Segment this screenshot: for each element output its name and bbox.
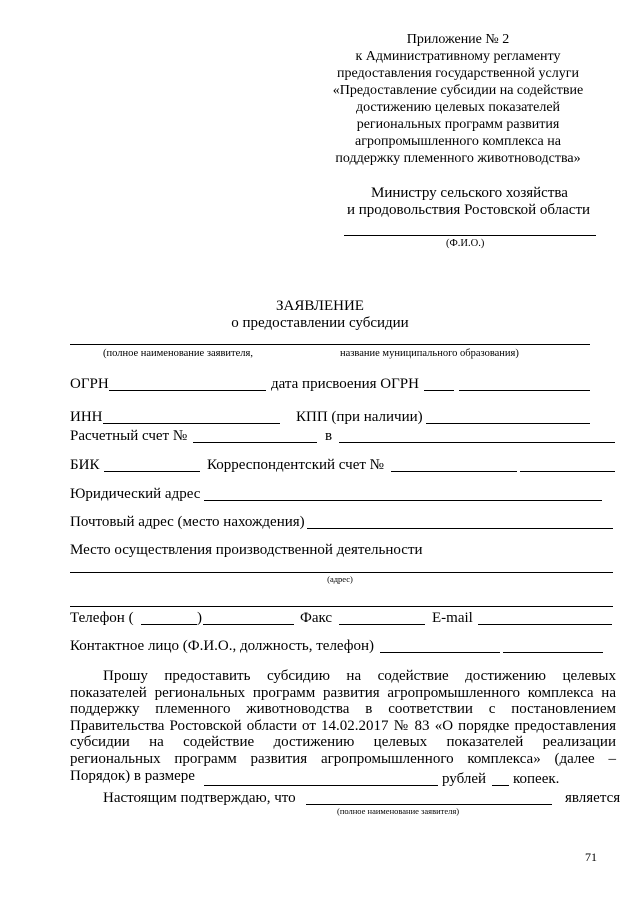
amount-field[interactable]: [204, 785, 438, 786]
appendix-line: «Предоставление субсидии на содействие: [332, 83, 584, 98]
phone-code-field[interactable]: [141, 624, 197, 625]
postal-address-label: Почтовый адрес (место нахождения): [70, 514, 305, 530]
request-paragraph: [70, 668, 616, 784]
account-field[interactable]: [193, 442, 317, 443]
appendix-line: Приложение № 2: [406, 32, 510, 47]
applicant-caption-left: (полное наименование заявителя,: [103, 348, 253, 359]
ogrn-date-label: дата присвоения ОГРН: [271, 376, 419, 392]
ogrn-field[interactable]: [109, 390, 266, 391]
legal-address-field[interactable]: [204, 500, 602, 501]
confirm-prefix: Настоящим подтверждаю, что: [103, 790, 296, 806]
recipient-line: Министру сельского хозяйства: [371, 185, 568, 201]
corr-account-field-extra[interactable]: [520, 471, 615, 472]
contact-label: Контактное лицо (Ф.И.О., должность, телефон): [70, 638, 375, 654]
kpp-label: КПП (при наличии): [296, 409, 423, 425]
inn-field[interactable]: [103, 423, 280, 424]
recipient-line: и продовольствия Ростовской области: [347, 202, 591, 218]
document-subtitle: о предоставлении субсидии: [231, 315, 409, 331]
bank-field[interactable]: [339, 442, 615, 443]
request-text: Прошу предоставить субсидию на содействие достижению целевых показателей региональных программ развития агропромышленного комплекса на поддержку племенного животноводства в соответствии с постановлением Правительства Ростовской области от 14.02.2017 № 83 «О порядке предоставления субсидии на содействие достижению целевых показателей реализации региональных программ развития агропромышленного комплекса» (далее – Порядок) в размере: [70, 668, 616, 784]
applicant-name-caption: (полное наименование заявителя): [337, 806, 460, 816]
fax-field[interactable]: [339, 624, 425, 625]
appendix-line: предоставления государственной услуги: [337, 66, 579, 81]
document-title: ЗАЯВЛЕНИЕ: [276, 298, 364, 314]
bik-label: БИК: [70, 457, 100, 473]
applicant-caption-right: название муниципального образования): [340, 348, 519, 359]
production-place-field-2[interactable]: [70, 606, 613, 607]
ogrn-date-field[interactable]: [459, 390, 590, 391]
contact-field-extra[interactable]: [503, 652, 603, 653]
applicant-name-line[interactable]: [70, 344, 590, 345]
page-number: 71: [585, 850, 597, 864]
appendix-line: региональных программ развития: [356, 117, 560, 132]
corr-account-field[interactable]: [391, 471, 517, 472]
address-caption: (адрес): [327, 574, 353, 584]
ogrn-date-day-field[interactable]: [424, 390, 454, 391]
phone-label: Телефон (: [70, 610, 134, 626]
confirm-suffix: является: [565, 790, 621, 806]
account-label: Расчетный счет №: [70, 428, 188, 444]
production-place-field[interactable]: [70, 572, 613, 573]
phone-close-paren: ): [197, 610, 202, 626]
appendix-line: агропромышленного комплекса на: [355, 134, 561, 149]
email-field[interactable]: [478, 624, 612, 625]
ogrn-label: ОГРН: [70, 376, 109, 392]
postal-address-field[interactable]: [307, 528, 613, 529]
confirm-applicant-field[interactable]: [306, 804, 552, 805]
kopecks-field[interactable]: [492, 785, 509, 786]
appendix-line: достижению целевых показателей: [355, 100, 561, 115]
inn-label: ИНН: [70, 409, 103, 425]
legal-address-label: Юридический адрес: [70, 486, 201, 502]
production-place-label: Место осуществления производственной деятельности: [70, 542, 423, 558]
email-label: E-mail: [432, 610, 473, 626]
appendix-line: к Административному регламенту: [355, 49, 561, 64]
fax-label: Факс: [300, 610, 333, 626]
kopecks-label: копеек.: [513, 771, 560, 787]
contact-field[interactable]: [380, 652, 500, 653]
bank-prefix-label: в: [325, 428, 333, 444]
phone-field[interactable]: [203, 624, 294, 625]
fio-caption: (Ф.И.О.): [446, 238, 485, 249]
fio-line[interactable]: [344, 235, 596, 236]
corr-account-label: Корреспондентский счет №: [207, 457, 384, 473]
bik-field[interactable]: [104, 471, 200, 472]
appendix-line: поддержку племенного животноводства»: [335, 151, 581, 166]
kpp-field[interactable]: [426, 423, 590, 424]
rubles-label: рублей: [442, 771, 487, 787]
